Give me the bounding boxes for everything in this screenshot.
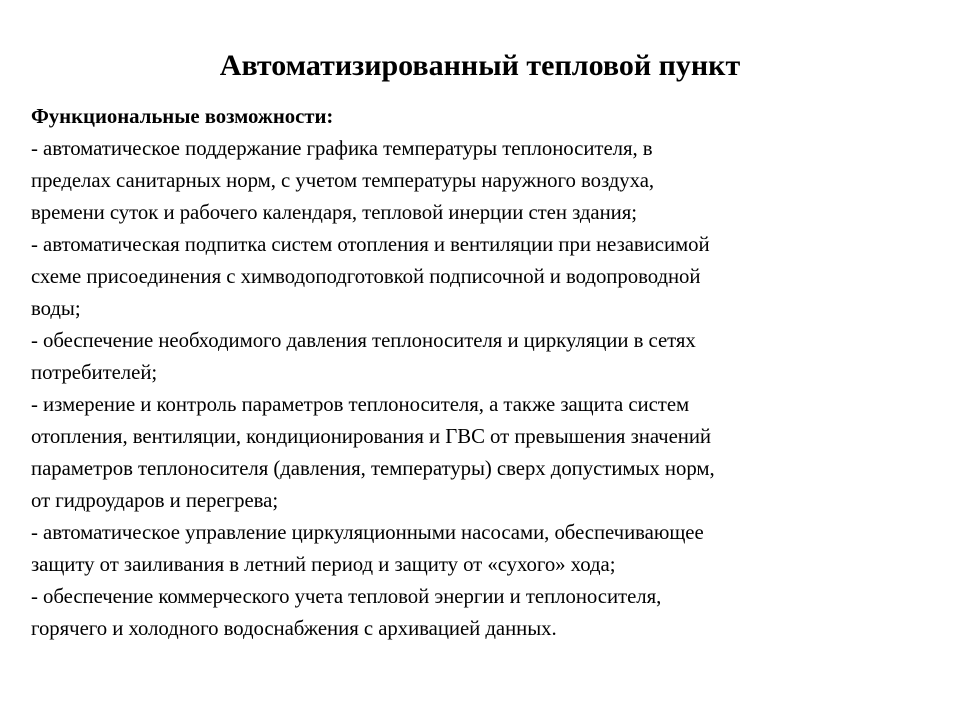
- body-line: от гидроударов и перегрева;: [31, 489, 279, 512]
- body-line: схеме присоединения с химводоподготовкой подписочной и водопроводной: [31, 265, 701, 288]
- body-line: потребителей;: [31, 361, 158, 384]
- body-line: - обеспечение необходимого давления теплоносителя и циркуляции в сетях: [31, 329, 696, 352]
- body-line: - автоматическое управление циркуляционными насосами, обеспечивающее: [31, 521, 704, 544]
- body-line: времени суток и рабочего календаря, тепловой инерции стен здания;: [31, 201, 637, 224]
- body-line: пределах санитарных норм, с учетом температуры наружного воздуха,: [31, 169, 655, 192]
- body-line: параметров теплоносителя (давления, температуры) сверх допустимых норм,: [31, 457, 715, 480]
- body-line: - обеспечение коммерческого учета тепловой энергии и теплоносителя,: [31, 585, 662, 608]
- body-line: - автоматическая подпитка систем отопления и вентиляции при независимой: [31, 233, 710, 256]
- body-line: воды;: [31, 297, 81, 320]
- body-line: - измерение и контроль параметров теплоносителя, а также защита систем: [31, 393, 690, 416]
- section-heading: Функциональные возможности:: [31, 105, 334, 128]
- body-line: горячего и холодного водоснабжения с архивацией данных.: [31, 617, 557, 640]
- body-line: отопления, вентиляции, кондиционирования и ГВС от превышения значений: [31, 425, 712, 448]
- body-line: защиту от заиливания в летний период и защиту от «сухого» хода;: [31, 553, 616, 576]
- slide-body: [31, 101, 931, 645]
- body-line: - автоматическое поддержание графика температуры теплоносителя, в: [31, 137, 653, 160]
- slide-title: Автоматизированный тепловой пункт: [219, 49, 741, 82]
